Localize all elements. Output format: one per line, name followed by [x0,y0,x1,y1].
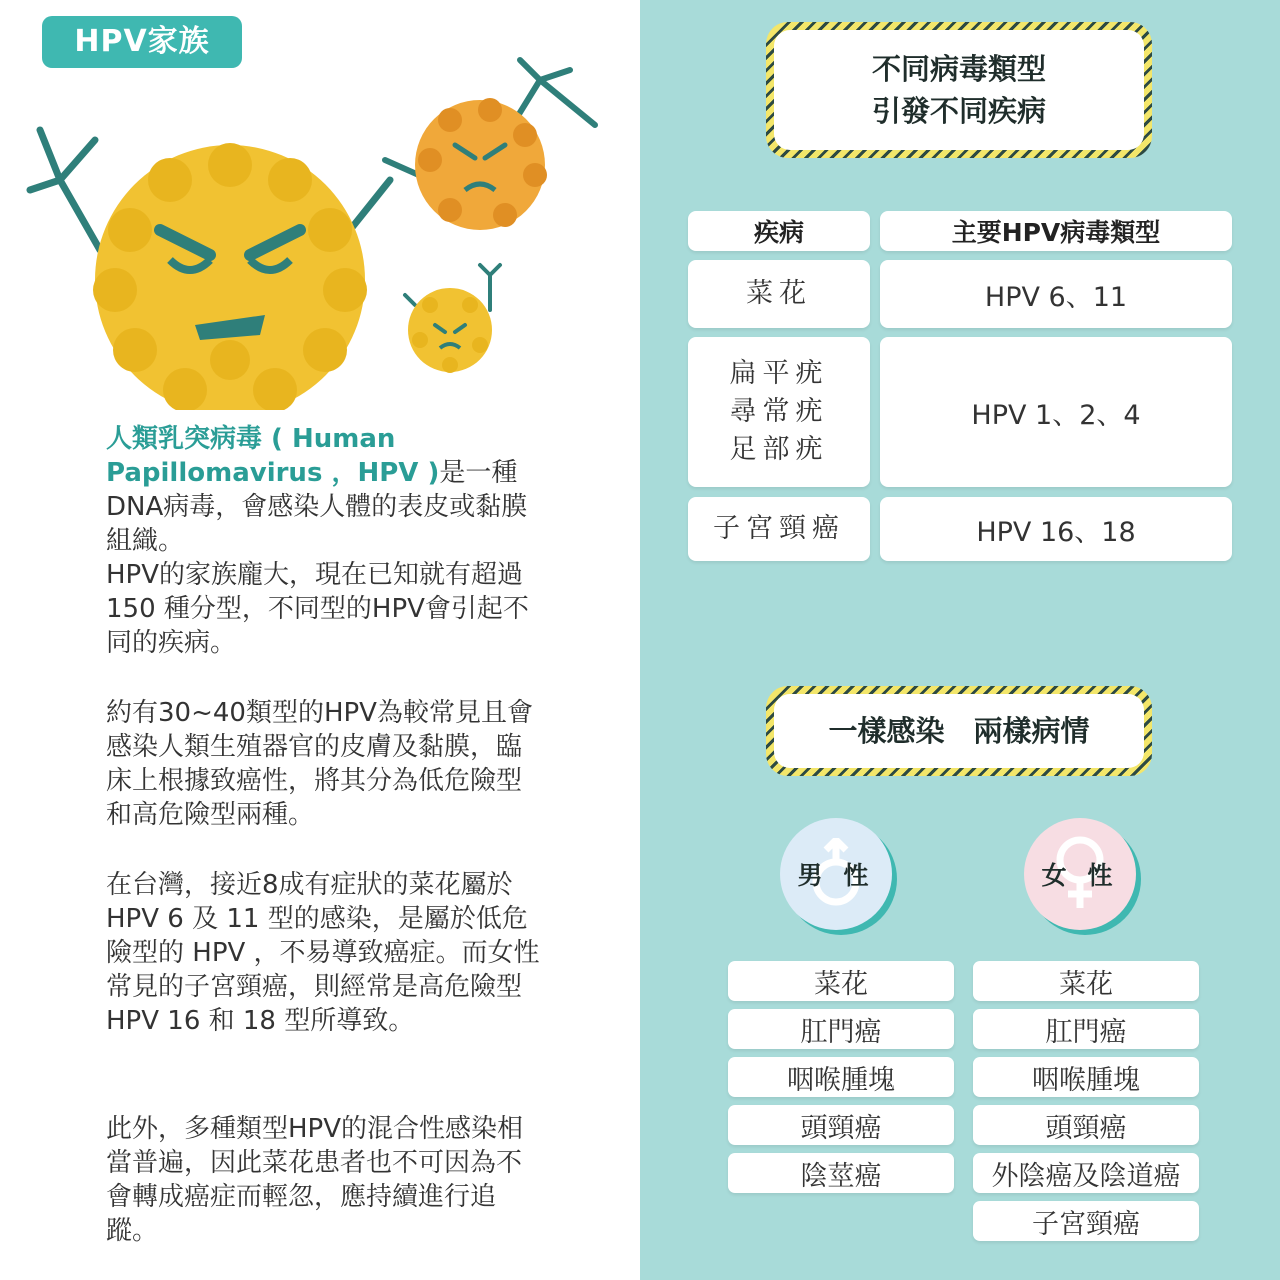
female-badge [1024,818,1136,930]
disease-name: 尋常疣 [729,396,829,427]
paragraph-3: 在台灣，接近8成有症狀的菜花屬於 HPV 6 及 11 型的感染，是屬於低危險型的 HPV ，不易導致癌症。而女性常見的子宮頸癌，則經常是高危險型 HPV 16 和 18 型所導致。 [106,870,540,1036]
intro-highlight: 人類乳突病毒 ( Human Papillomavirus ，HPV ) [106,424,440,488]
male-item: 頭頸癌 [728,1105,954,1145]
section-tag: HPV家族 [42,16,242,68]
banner-outcomes-text: 一樣感染 兩樣病情 [774,694,1144,768]
female-label: 女 性 [1041,861,1119,890]
disease-name: 子宮頸癌 [713,513,845,544]
male-label: 男 性 [797,861,875,890]
table-row-1-disease [688,260,870,328]
disease-name: 菜花 [746,278,812,309]
angry-virus-icon [20,50,620,410]
paragraph-1: HPV的家族龐大，現在已知就有超過 150 種分型，不同型的HPV會引起不同的疾病。 [106,560,529,658]
female-item: 頭頸癌 [973,1105,1199,1145]
banner-outcomes [766,686,1152,776]
banner-types-line2: 引發不同疾病 [871,94,1046,128]
paragraph-4: 此外，多種類型HPV的混合性感染相當普遍，因此菜花患者也不可因為不會轉成癌症而輕忽，應持續進行追蹤。 [106,1114,524,1246]
table-row-2-types: HPV 1、2、4 [880,337,1232,487]
intro-paragraph [106,422,546,558]
table-header-disease: 疾病 [688,211,870,251]
female-item: 咽喉腫塊 [973,1057,1199,1097]
female-item: 肛門癌 [973,1009,1199,1049]
table-header-types: 主要HPV病毒類型 [880,211,1232,251]
male-item: 陰莖癌 [728,1153,954,1193]
male-badge [780,818,892,930]
intro-rest: 是一種DNA病毒，會感染人體的表皮或黏膜組織。 [106,458,528,556]
disease-name: 扁平疣 [729,358,829,389]
female-item: 外陰癌及陰道癌 [973,1153,1199,1193]
banner-types-line1: 不同病毒類型 [871,52,1046,86]
female-item: 菜花 [973,961,1199,1001]
table-row-3-disease [688,497,870,561]
male-item: 菜花 [728,961,954,1001]
table-row-1-types: HPV 6、11 [880,260,1232,328]
paragraph-2: 約有30~40類型的HPV為較常見且會感染人類生殖器官的皮膚及黏膜，臨床上根據致癌性，將其分為低危險型和高危險型兩種。 [106,698,533,830]
table-row-2-disease [688,337,870,487]
male-item: 肛門癌 [728,1009,954,1049]
female-item: 子宮頸癌 [973,1201,1199,1241]
banner-types [766,22,1152,158]
male-item: 咽喉腫塊 [728,1057,954,1097]
table-row-3-types: HPV 16、18 [880,497,1232,561]
disease-name: 足部疣 [729,434,829,465]
